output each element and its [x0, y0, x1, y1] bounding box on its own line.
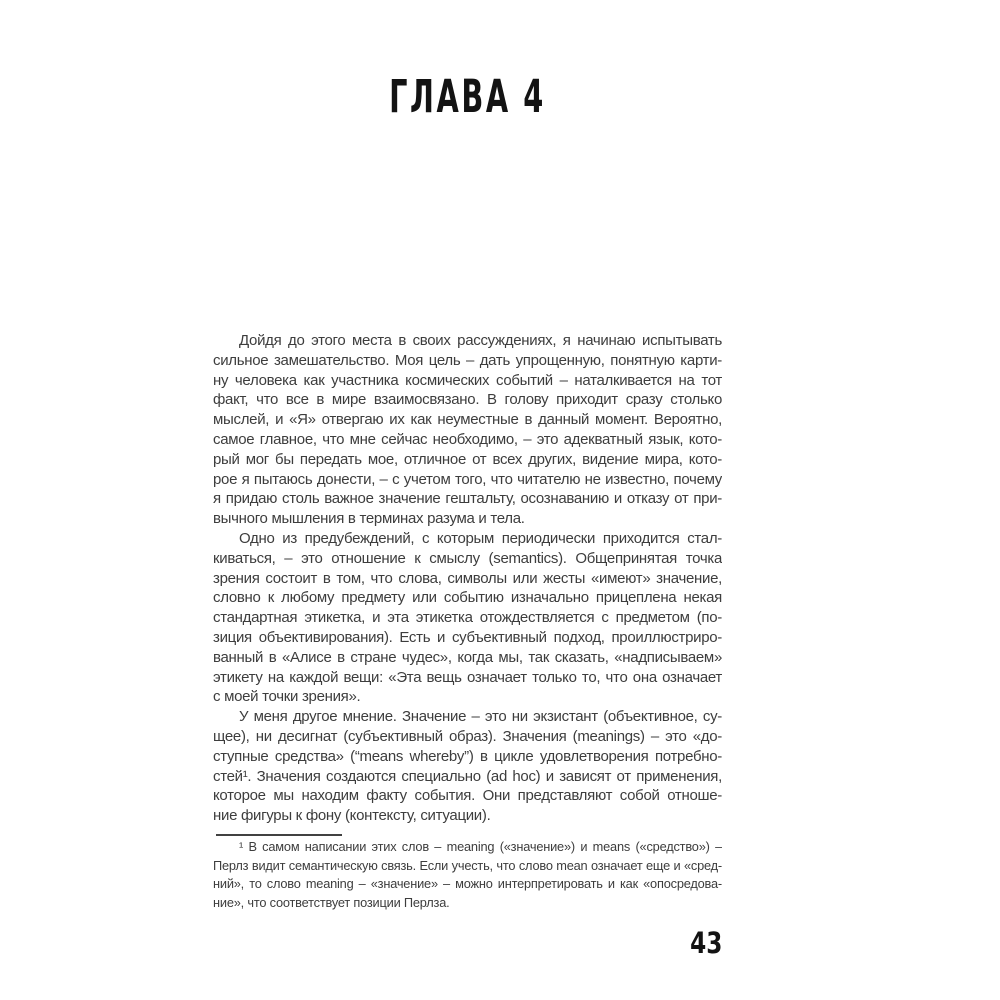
- footnote-line: ний», то слово meaning – «значение» – можно интерпретировать и как «опосредова-: [213, 876, 722, 891]
- text-line: У меня другое мнение. Значение – это ни экзистант (объективное, су-: [239, 708, 722, 726]
- text-line: Дойдя до этого места в своих рассуждениях, я начинаю испытывать: [239, 332, 722, 349]
- chapter-heading: [213, 70, 722, 123]
- text-line: ние фигуры к фону (контексту, ситуации).: [213, 807, 491, 825]
- footnote-line: ние», что соответствует позиции Перлза.: [213, 894, 450, 910]
- text-line: рое я пытаюсь донести, – с учетом того, что читателю не известно, почему: [213, 470, 722, 488]
- page-number: 43: [689, 926, 722, 960]
- body-text: [213, 331, 722, 826]
- paragraph: [213, 707, 722, 826]
- text-line: с моей точки зрения».: [213, 688, 361, 706]
- text-line: словно к любому предмету или событию изначально прицеплена некая: [213, 589, 722, 607]
- text-line: мыслей, и «Я» отвергаю их как неуместные в данный момент. Вероятно,: [213, 411, 722, 429]
- text-line: которое мы находим факту события. Они представляют собой отноше-: [213, 787, 722, 805]
- text-line: самое главное, что мне сейчас необходимо, – это адекватный язык, кото-: [213, 430, 722, 448]
- footnote-separator: [216, 834, 342, 836]
- footnote-line: ¹ В самом написании этих слов – meaning («значение») и means («средство») –: [239, 839, 722, 854]
- paragraph: [213, 529, 722, 707]
- text-line: факт, что все в мире взаимосвязано. В голову приходит сразу столько: [213, 391, 722, 409]
- chapter-title: ГЛАВА 4: [389, 70, 546, 123]
- text-line: стей¹. Значения создаются специально (ad hoc) и зависят от применения,: [213, 767, 722, 785]
- text-line: Одно из предубеждений, с которым периодически приходится стал-: [239, 529, 722, 547]
- text-line: вычного мышления в терминах разума и тела.: [213, 510, 525, 528]
- text-line: я придаю столь важное значение гештальту, осознаванию и отказу от при-: [213, 490, 722, 508]
- footnote: [213, 838, 722, 912]
- text-line: киваться, – это отношение к смыслу (semantics). Общепринятая точка: [213, 549, 722, 567]
- text-line: зиция объективирования). Есть и субъективный подход, проиллюстриро-: [213, 628, 722, 646]
- text-line: ну человека как участника космических событий – наталкивается на тот: [213, 371, 722, 389]
- text-line: ступные средства» (“means whereby”) в цикле удовлетворения потребно-: [213, 747, 722, 765]
- paragraph: [213, 331, 722, 529]
- page-number-area: [213, 926, 722, 960]
- text-line: сильное замешательство. Моя цель – дать упрощенную, понятную карти-: [213, 351, 722, 369]
- text-line: стандартная этикетка, и эта этикетка отождествляется с предметом (по-: [213, 609, 722, 627]
- text-line: щее), ни десигнат (субъективный образ). Значения (meanings) – это «до-: [213, 727, 722, 745]
- text-line: зрения состоит в том, что слова, символы или жесты «имеют» значение,: [213, 569, 722, 587]
- text-line: ванный в «Алисе в стране чудес», когда мы, так сказать, «надписываем»: [213, 648, 722, 666]
- text-line: рый мог бы передать мое, отличное от всех других, видение мира, кото-: [213, 450, 722, 468]
- footnote-line: Перлз видит семантическую связь. Если учесть, что слово mean означает еще и «сред-: [213, 857, 722, 873]
- text-line: этикету на каждой вещи: «Эта вещь означает только то, что она означает: [213, 668, 722, 686]
